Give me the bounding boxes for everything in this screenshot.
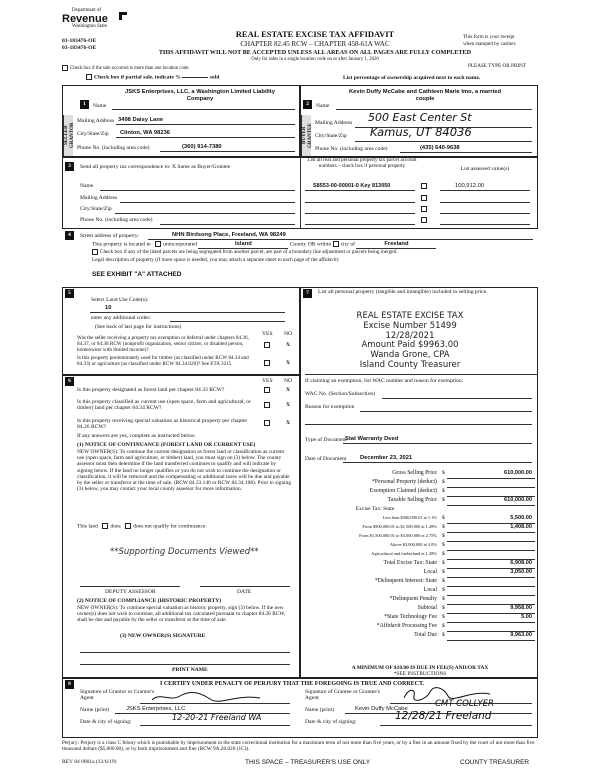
- currency-sign: $: [442, 596, 445, 602]
- bracket-label: From $500,000.01 to $1,500,000 at 1.28%: [362, 524, 437, 529]
- currency-sign: $: [442, 587, 445, 593]
- s3-name-label: Name: [80, 183, 94, 189]
- total-label: *State Technology Fee: [384, 614, 437, 620]
- grantee-signature-label: Signature of Grantee or Grantee's Agent: [305, 689, 380, 702]
- this-land-label: This land: [77, 523, 98, 530]
- s6-q2-no[interactable]: X: [286, 402, 291, 408]
- row-label: *Personal Property (deduct): [371, 479, 437, 485]
- certify-text: I CERTIFY UNDER PENALTY OF PERJURY THAT THE FOREGOING IS TRUE AND CORRECT.: [160, 681, 425, 687]
- section-8-badge: 8: [65, 680, 74, 689]
- currency-sign: $: [442, 560, 445, 566]
- seller-mailing[interactable]: 3498 Daisy Lane: [118, 117, 164, 123]
- currency-sign: $: [442, 488, 445, 494]
- doc-date[interactable]: December 23, 2021: [360, 455, 413, 461]
- land-use-label: Select Land Use Code(s):: [91, 297, 149, 303]
- total-label: *Affidavit Processing Fee: [376, 623, 437, 629]
- deputy-assessor-label: DEPUTY ASSESSOR: [105, 589, 156, 595]
- total-value[interactable]: 9,963.00: [510, 632, 532, 638]
- row-value[interactable]: 610,000.00: [504, 470, 532, 476]
- does-label: does: [110, 523, 121, 530]
- county-treasurer-label: COUNTY TREASURER: [460, 759, 530, 766]
- row-row: [305, 470, 535, 479]
- s5-q1-yes[interactable]: [264, 342, 272, 349]
- form-code-2: 03-183476-OE: [62, 45, 97, 51]
- grantor-name-label: Name (print): [80, 707, 110, 713]
- total-label: Total Excise Tax: State: [383, 560, 437, 566]
- parcels-header: List all real and personal property tax parcel account numbers – check box if personal property: [307, 157, 417, 169]
- correspondence-title: Send all property tax correspondence to: X Same as Buyer/Grantee: [80, 164, 231, 170]
- assessor-date-label: DATE: [237, 589, 252, 595]
- s3-phone-label: Phone No. (including area code): [80, 217, 153, 223]
- s5-question-1: Was the seller receiving a property tax exemption or deferral under chapters 84.36, 84.37, or 84.38 RCW (nonprofit organization, senior citizen, or disabled person, homeowner with limited income)?: [77, 335, 249, 353]
- s3-city-label: City/State/Zip: [80, 206, 112, 212]
- tax-totals: [305, 560, 535, 641]
- s6-no-header: NO: [284, 378, 293, 384]
- boundary-note: Check box if any of the listed parcels are being segregated from another parcel, are part of a boundary line adjustment or parcels being merged.: [100, 249, 398, 256]
- row-label: Taxable Selling Price: [387, 497, 437, 503]
- row-label: Exemption Claimed (deduct): [369, 488, 437, 494]
- currency-sign: $: [442, 542, 445, 548]
- doc-type[interactable]: Stat Warranty Deed: [345, 436, 399, 442]
- receipt-note-2: when stamped by cashier.: [463, 41, 517, 47]
- row-value[interactable]: 610,000.00: [504, 497, 532, 503]
- s6-q3-yes[interactable]: [264, 420, 272, 427]
- grantor-date-label: Date & city of signing:: [80, 719, 132, 725]
- buyer-mailing[interactable]: 500 East Center St: [368, 111, 472, 124]
- doc-date-label: Date of Document: [305, 456, 347, 462]
- currency-sign: $: [442, 632, 445, 638]
- section-1-badge: 1: [80, 100, 89, 109]
- notice-2-title: (2) NOTICE OF COMPLIANCE (HISTORIC PROPERTY): [77, 598, 222, 604]
- total-label: Subtotal: [417, 605, 437, 611]
- row-row: [305, 479, 535, 488]
- s6-question-2: Is this property classified as current use (open space, farm and agricultural, or timber) land per chapter 84.34 RCW?: [77, 399, 251, 412]
- boundary-check[interactable]: [92, 249, 398, 256]
- checkbox[interactable]: [62, 65, 68, 71]
- tax-brackets: [305, 515, 535, 560]
- total-label: *Delinquent Penalty: [389, 596, 437, 602]
- bracket-label: Less than $500,000.01 at 1.1%: [382, 515, 437, 520]
- county-value[interactable]: Island: [198, 241, 288, 249]
- total-row: [305, 578, 535, 587]
- total-value[interactable]: 3,050.00: [510, 569, 532, 575]
- does-not-checkbox[interactable]: [125, 523, 131, 529]
- notice-1-text: NEW OWNER(S): To continue the current designation as forest land or classification as current use (open space, farm and agriculture, or timber) land, you must sign on (3) below. The county assessor must then determine if the land transferred continues to qualify and will indicate by signing below. If the land no longer qualifies or you do not wish to continue the designation or classification, it will be removed and the compensating or additional taxes will be due and payable by the seller or transferor at the time of sale. (RCW 84.33.140 or RCW 84.34.108). Prior to signing (3) below, you may contact your local county assessor for more information.: [77, 449, 292, 493]
- total-label: *Delinquent Interest: State: [374, 578, 437, 584]
- street-address[interactable]: NHN Birdsong Place, Freeland, WA 98249: [172, 232, 286, 238]
- total-row: [305, 632, 535, 641]
- new-owner-signature-label: (3) NEW OWNER(S) SIGNATURE: [120, 633, 206, 639]
- row-row: [305, 488, 535, 497]
- tax-rows: [305, 470, 535, 506]
- check-multiple-label: Check box if the sale occurred is more than one location code.: [70, 66, 190, 72]
- exhibit-reference: SEE EXHIBIT "A" ATTACHED: [92, 271, 182, 278]
- section-6-badge: 6: [65, 377, 74, 386]
- form-note: Only for sales in a single location code on or after January 1, 2020: [251, 57, 379, 62]
- unincorporated-label: unincorporated: [163, 241, 198, 248]
- grantee-name-label: Name (print): [305, 707, 335, 713]
- grantor-date-city[interactable]: 12-20-21 Freeland WA: [172, 713, 262, 722]
- s6-question-3: Is this property receiving special valuation as historical property per chapter 84.26 RCW?: [77, 418, 248, 431]
- if-yes-note: If any answers are yes, complete as instructed below.: [77, 433, 196, 439]
- buyer-name[interactable]: Kevin Duffy McCabe and Cathleen Marie Imo, a married couple: [348, 89, 502, 102]
- treasurer-use-only: THIS SPACE – TREASURER'S USE ONLY: [245, 759, 371, 766]
- total-value[interactable]: 5.00: [521, 614, 532, 620]
- buyer-name-label: Name: [316, 103, 330, 109]
- buyer-mailing-label: Mailing Address: [315, 120, 353, 126]
- currency-sign: $: [442, 569, 445, 575]
- dept-line3: Washington State: [72, 23, 108, 29]
- seller-phone[interactable]: (360) 914-7380: [182, 144, 222, 150]
- grantee-date-label: Date & city of signing:: [305, 719, 357, 725]
- seller-city[interactable]: Clinton, WA 98236: [120, 130, 171, 136]
- check-partial-sale[interactable]: [86, 74, 219, 81]
- seller-mailing-label: Mailing Address: [77, 118, 115, 124]
- checkbox[interactable]: [86, 74, 92, 80]
- parcel-checkbox-4[interactable]: [421, 217, 429, 224]
- stamp-line-6: Island County Treasurer: [359, 359, 461, 370]
- s6-q1-no[interactable]: X: [286, 387, 291, 393]
- land-use-code[interactable]: 10: [105, 305, 112, 311]
- total-value[interactable]: 6,908.00: [510, 560, 532, 566]
- row-row: [305, 497, 535, 506]
- grantor-signature-label: Signature of Grantor or Grantor's Agent: [80, 689, 155, 702]
- currency-sign: $: [442, 479, 445, 485]
- assessed-value[interactable]: 100,912.00: [455, 183, 485, 189]
- grantor-signature[interactable]: [150, 690, 270, 704]
- city-checkbox[interactable]: [333, 241, 339, 247]
- total-value[interactable]: 9,958.00: [510, 605, 532, 611]
- bracket-label: Agricultural and timberland at 1.28%: [371, 551, 437, 556]
- s5-question-2: Is this property predominately used for timber (as classified under RCW 84.34 and 84.33) or agriculture (as classified under RCW 84.34.020)? See ETA 3215: [77, 355, 249, 367]
- seller-name[interactable]: JSKS Enterprises, LLC, a Washington Limited Liability Company: [125, 89, 275, 102]
- buyer-phone-label: Phone No. (including area code): [315, 146, 388, 152]
- s6-question-1: Is this property designated as forest land per chapter 84.33 RCW?: [77, 387, 225, 393]
- does-not-label: does not qualify for continuance.: [133, 523, 207, 530]
- supporting-docs-stamp: **Supporting Documents Viewed**: [110, 547, 259, 557]
- stamp-line-4: Amount Paid $9963.00: [361, 340, 459, 351]
- buyer-city[interactable]: Kamus, UT 84036: [370, 125, 472, 139]
- currency-sign: $: [442, 533, 445, 539]
- minimum-due-note: A MINIMUM OF $10.00 IS DUE IN FEE(S) AND/OR TAX: [351, 665, 489, 671]
- bracket-value[interactable]: 1,408.00: [510, 524, 532, 530]
- bracket-row: [305, 542, 535, 551]
- total-row: [305, 614, 535, 623]
- currency-sign: $: [442, 623, 445, 629]
- notice-2-text: NEW OWNER(S): To continue special valuation as historic property, sign (3) below. If the new owner(s) does not wish to continue, all additional tax calculated pursuant to chapter 84.26 RCW, shall be due and payable by the seller or transferor at the time of sale.: [77, 605, 286, 624]
- bracket-row: [305, 533, 535, 542]
- parcel-checkbox-2[interactable]: [421, 195, 429, 202]
- section-5-badge: 5: [65, 289, 74, 298]
- notice-1-title: (1) NOTICE OF CONTINUANCE (FOREST LAND OR CURRENT USE): [77, 442, 256, 448]
- doc-type-label: Type of Document: [305, 437, 347, 443]
- check-partial-label: Check box if partial sale, indicate %: [94, 74, 181, 81]
- s5-q2-no[interactable]: X: [286, 360, 291, 366]
- s5-no-header: NO: [284, 331, 293, 337]
- bracket-row: [305, 515, 535, 524]
- tax-table: [305, 470, 535, 641]
- grantee-name[interactable]: Kevin Duffy McCabe: [355, 706, 408, 712]
- parcel-number[interactable]: S8553-00-00001-0 Key 813050: [313, 183, 391, 189]
- personal-property-label: List all personal property (tangible and intangible) included in selling price.: [318, 289, 488, 295]
- dept-line1: Department of: [72, 8, 102, 13]
- stamp-line-3: 12/28/2021: [385, 330, 435, 341]
- check-multiple-locations[interactable]: [62, 65, 190, 72]
- currency-sign: $: [442, 551, 445, 557]
- city-of-label: city of: [340, 241, 356, 248]
- total-label: Local: [423, 587, 437, 593]
- sold-label: sold: [209, 74, 220, 81]
- section-3-badge: 3: [65, 162, 74, 171]
- print-note: PLEASE TYPE OR PRINT: [468, 63, 526, 69]
- row-label: Gross Selling Price: [392, 470, 437, 476]
- grantor-name[interactable]: JSKS Enterprises, LLC: [126, 706, 186, 712]
- total-row: [305, 587, 535, 596]
- stamp-line-1: REAL ESTATE EXCISE TAX: [356, 311, 464, 321]
- additional-codes-label: enter any additional codes:: [91, 315, 152, 321]
- bracket-value[interactable]: 5,500.00: [510, 515, 532, 521]
- print-name-label: PRINT NAME: [172, 667, 208, 673]
- s5-q2-yes[interactable]: [264, 360, 272, 367]
- grantee-print-signature[interactable]: CMT COLLYER: [435, 699, 494, 709]
- stamp-line-2: Excise Number 51499: [363, 320, 457, 331]
- list-percentage-note: List percentage of ownership acquired next to each name.: [343, 75, 481, 81]
- currency-sign: $: [442, 614, 445, 620]
- total-row: [305, 623, 535, 632]
- buyer-city-label: City/State/Zip: [315, 133, 347, 139]
- form-subtitle: CHAPTER 82.45 RCW – CHAPTER 458-61A WAC: [240, 40, 390, 48]
- grantee-date-city[interactable]: 12/28/21 Freeland: [395, 710, 492, 722]
- continuance-line: [77, 523, 207, 530]
- street-label: Street address of property:: [80, 233, 140, 239]
- form-code-1: 03-183476-OE: [62, 38, 97, 44]
- s5-yes-header: YES: [262, 331, 273, 337]
- city-value[interactable]: Freeland: [356, 241, 436, 249]
- s5-q1-no[interactable]: X: [286, 342, 291, 348]
- section-4-badge: 4: [65, 231, 74, 240]
- bracket-row: [305, 524, 535, 533]
- does-checkbox[interactable]: [102, 523, 108, 529]
- form-warning: THIS AFFIDAVIT WILL NOT BE ACCEPTED UNLESS ALL AREAS ON ALL PAGES ARE FULLY COMPLETED: [158, 49, 472, 56]
- parcel-checkbox-3[interactable]: [421, 206, 429, 213]
- seller-side-label: SELLER GRANTOR: [63, 115, 73, 156]
- unincorporated-checkbox[interactable]: [155, 241, 161, 247]
- located-label: This property is located in: [92, 241, 151, 248]
- seller-city-label: City/State/Zip: [77, 131, 109, 137]
- form-title: REAL ESTATE EXCISE TAX AFFIDAVIT: [235, 29, 395, 39]
- s6-q1-yes[interactable]: [264, 387, 272, 394]
- total-row: [305, 596, 535, 605]
- currency-sign: $: [442, 470, 445, 476]
- logo-mark-icon: [118, 11, 128, 21]
- bracket-label: From $1,500,000.01 to $3,000,000 at 2.75%: [359, 533, 437, 538]
- excise-stamp: [320, 312, 500, 371]
- currency-sign: $: [442, 524, 445, 530]
- total-label: Total Due: [414, 632, 437, 638]
- seller-phone-label: Phone No. (including area code): [77, 145, 150, 151]
- currency-sign: $: [442, 605, 445, 611]
- receipt-note-1: This form is your receipt: [463, 34, 515, 40]
- excise-state-label: Excise Tax: State: [355, 506, 395, 512]
- location-line: [92, 241, 436, 249]
- buyer-side-label: BUYER GRANTEE: [301, 115, 311, 156]
- seller-name-label: Name: [93, 103, 107, 109]
- assessed-header: List assessed value(s): [460, 166, 510, 172]
- section-2-badge: 2: [303, 100, 312, 109]
- checkbox[interactable]: [92, 249, 98, 255]
- s6-yes-header: YES: [262, 378, 273, 384]
- stamp-line-5: Wanda Grone, CPA: [370, 350, 450, 361]
- bracket-label: Above $3,000,000 at 3.0%: [389, 542, 437, 547]
- s3-mailing-label: Mailing Address: [80, 195, 118, 201]
- currency-sign: $: [442, 497, 445, 503]
- county-label: County OR within: [289, 241, 332, 248]
- buyer-phone[interactable]: (435) 640-9638: [420, 145, 460, 151]
- total-row: [305, 605, 535, 614]
- parcel-checkbox-1[interactable]: [421, 183, 429, 190]
- exemption-label: If claiming an exemption, list WAC number and reason for exemption:: [305, 378, 464, 384]
- s6-q3-no[interactable]: X: [286, 420, 291, 426]
- form-number: REV 84 0001a (12/6/19): [62, 759, 117, 765]
- legal-description-label: Legal description of property (if more space is needed, you may attach a separate sheet to each page of the affidavit): [92, 257, 339, 263]
- currency-sign: $: [442, 578, 445, 584]
- s6-q2-yes[interactable]: [264, 402, 272, 409]
- see-back-note: (See back of last page for instructions): [95, 324, 182, 330]
- total-row: [305, 569, 535, 578]
- perjury-notice: Perjury: Perjury is a class C felony which is punishable by imprisonment in the state correctional institution for a maximum term of not more than five years, or by a fine in an amount fixed by the court of not more than five thousand dollars ($5,000.00), or by both imprisonment and fine (RCW 9A.20.020 (1C)).: [62, 740, 535, 753]
- total-row: [305, 560, 535, 569]
- dept-line2: Revenue: [62, 12, 108, 25]
- total-label: Local: [423, 569, 437, 575]
- wac-label: WAC No. (Section/Subsection): [305, 391, 376, 397]
- reason-label: Reason for exemption: [305, 404, 355, 410]
- bracket-row: [305, 551, 535, 560]
- section-7-badge: 7: [303, 289, 312, 298]
- see-instructions: *SEE INSTRUCTIONS: [393, 671, 447, 677]
- currency-sign: $: [442, 515, 445, 521]
